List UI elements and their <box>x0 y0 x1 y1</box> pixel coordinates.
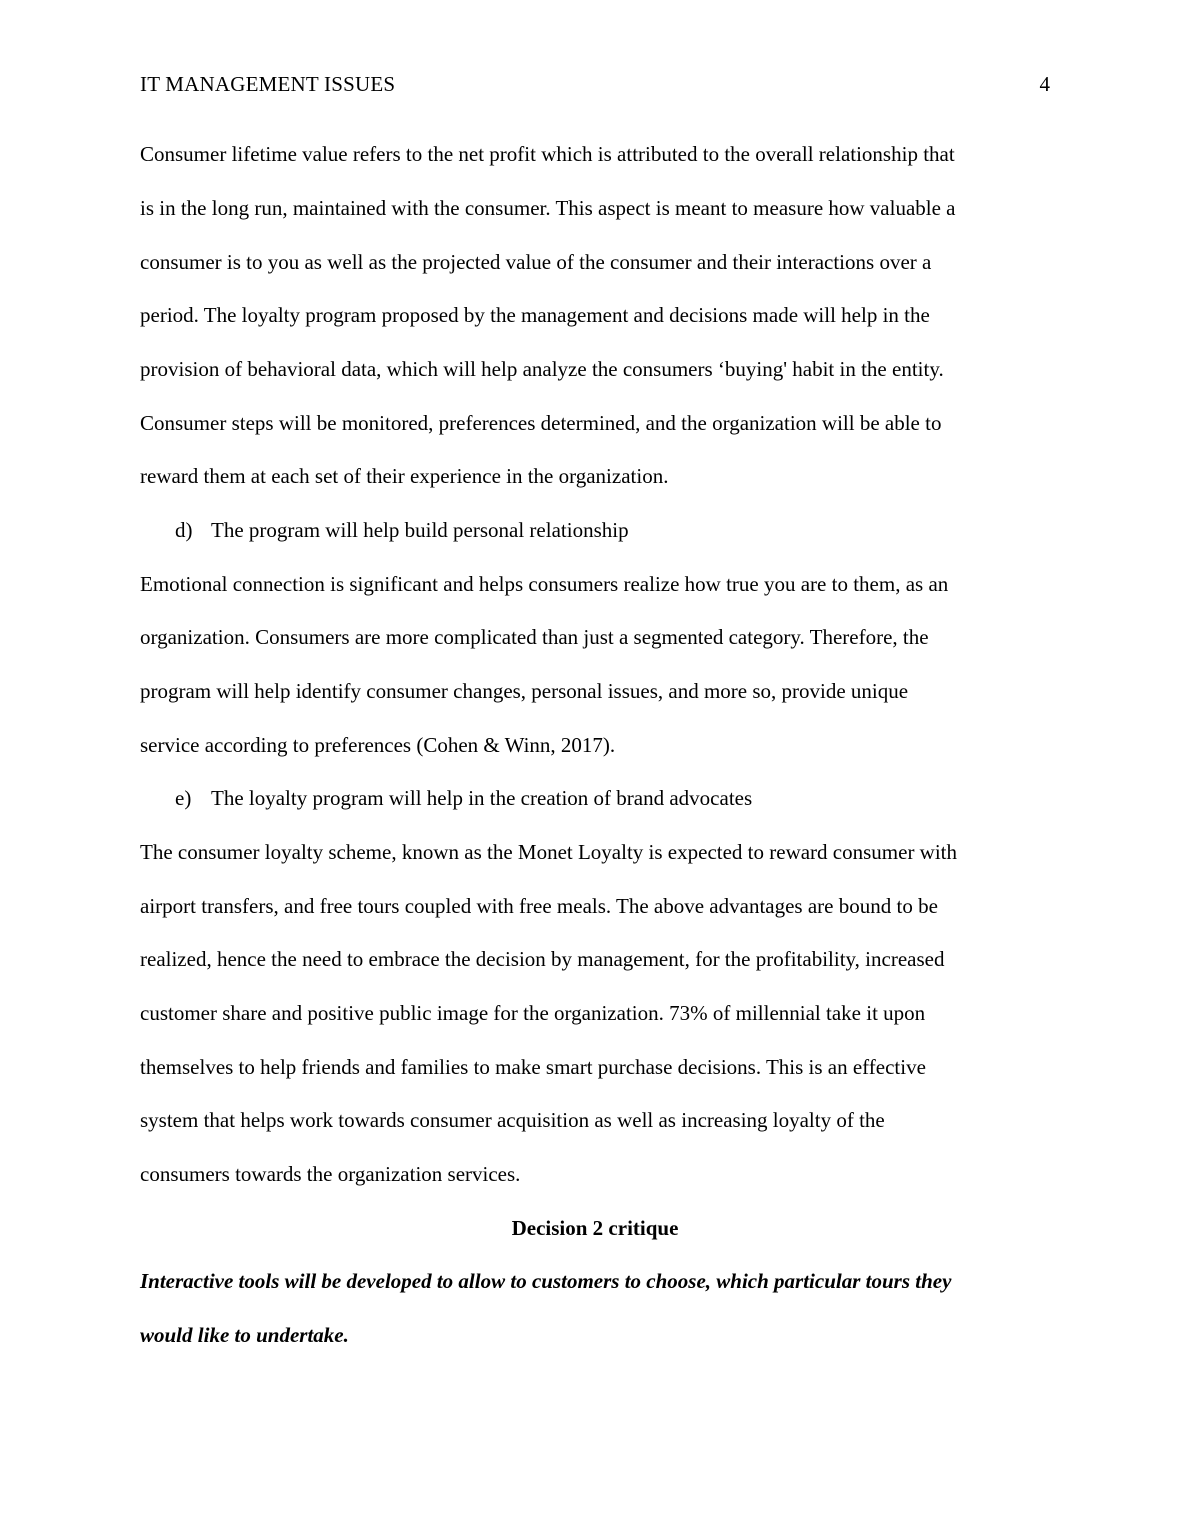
list-marker: e) <box>175 786 192 810</box>
page-number: 4 <box>1039 72 1050 96</box>
paragraph-line: system that helps work towards consumer acquisition as well as increasing loyalty of the <box>140 1108 885 1132</box>
list-item-text: The loyalty program will help in the creation of brand advocates <box>211 786 753 810</box>
list-marker: d) <box>175 518 193 542</box>
paragraph-line: Consumer lifetime value refers to the net profit which is attributed to the overall relationship that <box>140 142 955 166</box>
paragraph-line: program will help identify consumer changes, personal issues, and more so, provide unique <box>140 679 909 703</box>
paragraph-line: service according to preferences (Cohen & Winn, 2017). <box>140 733 616 757</box>
emphasis-line: would like to undertake. <box>140 1323 349 1347</box>
paragraph-line: themselves to help friends and families to make smart purchase decisions. This is an effective <box>140 1055 926 1079</box>
paragraph-line: airport transfers, and free tours coupled with free meals. The above advantages are bound to be <box>140 894 938 918</box>
paragraph-line: Emotional connection is significant and helps consumers realize how true you are to them, as an <box>140 572 949 596</box>
paragraph-line: consumer is to you as well as the projected value of the consumer and their interactions over a <box>140 250 932 274</box>
paragraph-line: realized, hence the need to embrace the decision by management, for the profitability, increased <box>140 947 945 971</box>
paragraph-line: Consumer steps will be monitored, preferences determined, and the organization will be able to <box>140 411 942 435</box>
paragraph-line: reward them at each set of their experience in the organization. <box>140 464 669 488</box>
section-heading: Decision 2 critique <box>511 1216 679 1240</box>
running-head: IT MANAGEMENT ISSUES <box>140 72 396 96</box>
paragraph-line: organization. Consumers are more complicated than just a segmented category. Therefore, the <box>140 625 929 649</box>
paragraph-line: period. The loyalty program proposed by the management and decisions made will help in the <box>140 303 930 327</box>
list-item-text: The program will help build personal relationship <box>211 518 629 542</box>
paragraph-line: consumers towards the organization services. <box>140 1162 521 1186</box>
paragraph-line: provision of behavioral data, which will help analyze the consumers ‘buying' habit in the entity. <box>140 357 944 381</box>
emphasis-line: Interactive tools will be developed to allow to customers to choose, which particular tours they <box>140 1269 952 1293</box>
paragraph-line: is in the long run, maintained with the consumer. This aspect is meant to measure how valuable a <box>140 196 956 220</box>
paragraph-line: The consumer loyalty scheme, known as the Monet Loyalty is expected to reward consumer with <box>140 840 958 864</box>
paragraph-line: customer share and positive public image for the organization. 73% of millennial take it upon <box>140 1001 926 1025</box>
